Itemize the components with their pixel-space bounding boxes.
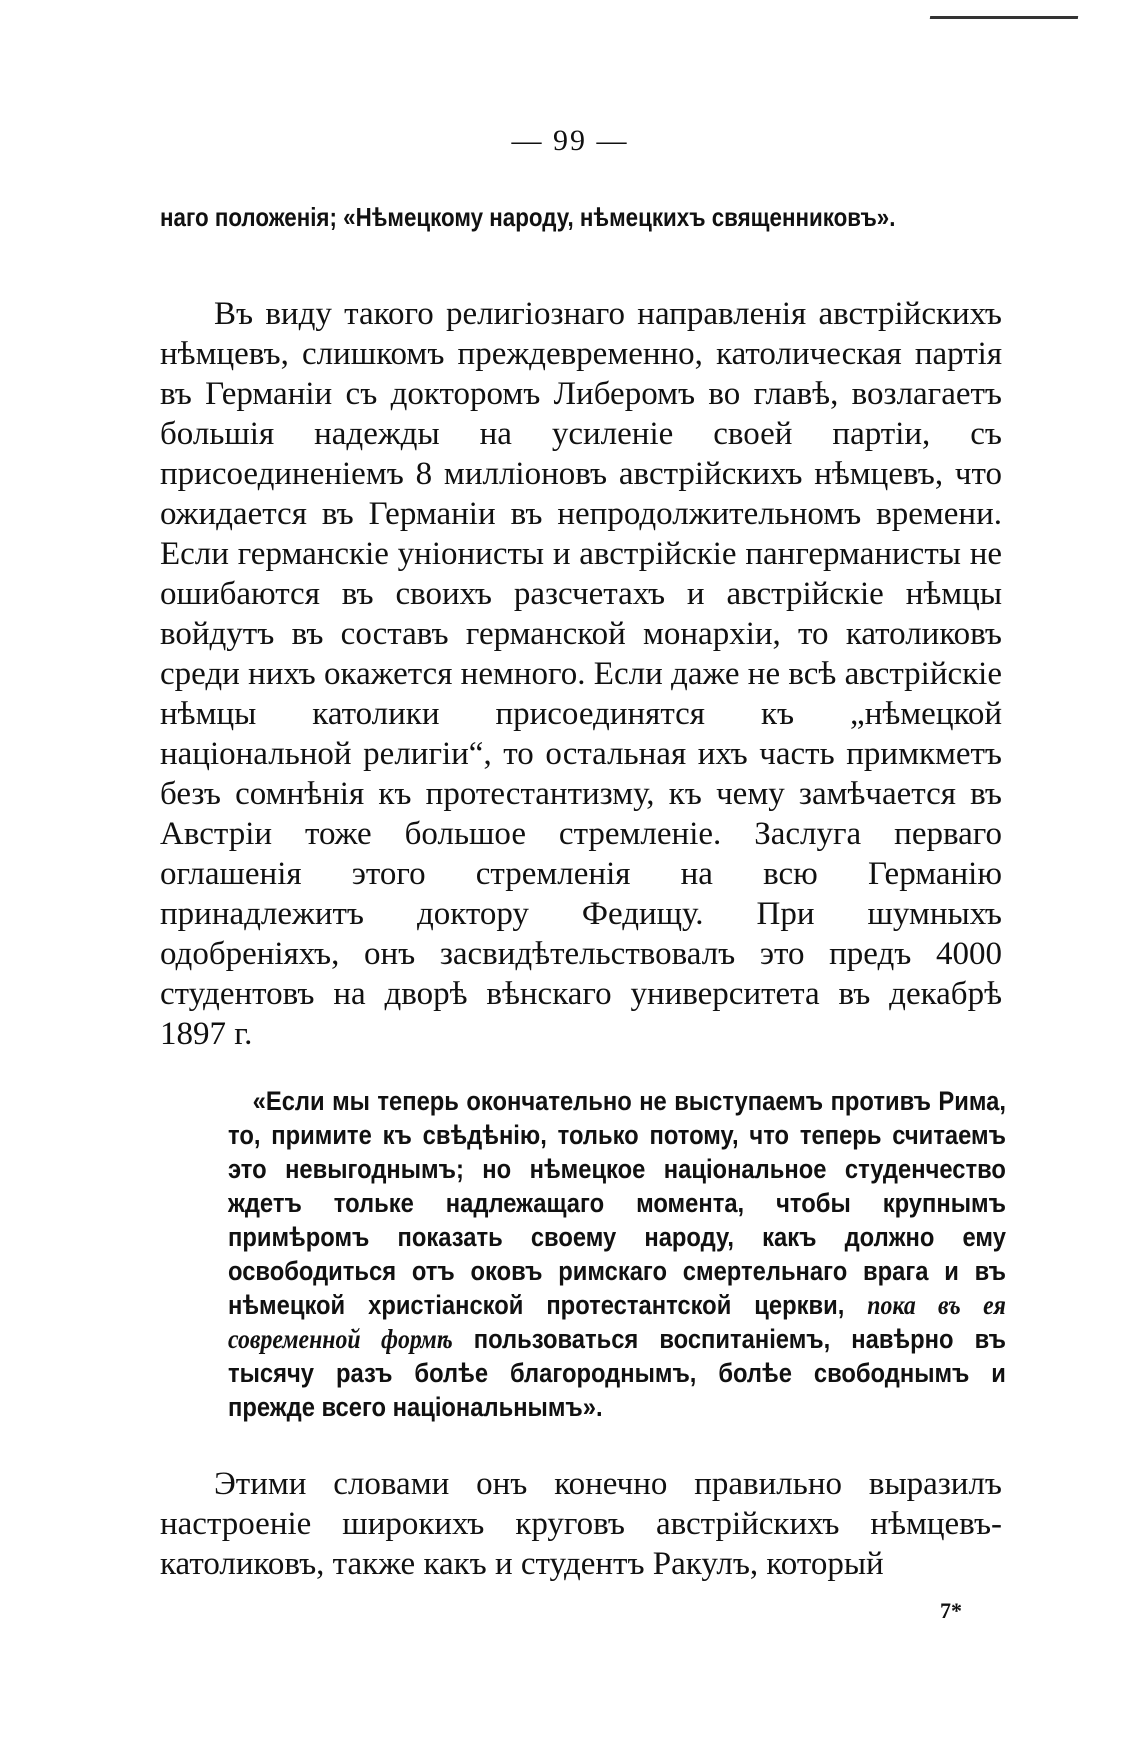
continuation-text: наго положенія; «Нѣмецкому народу, нѣмецкихъ священниковъ». (160, 202, 896, 232)
block-quote-text (228, 1084, 1006, 1424)
main-paragraph (160, 294, 1002, 1054)
closing-paragraph-text: Этими словами онъ конечно правильно выразилъ настроеніе широкихъ круговъ австрійскихъ нѣмцевъ-католиковъ, также какъ и студентъ Ракулъ, который (160, 1466, 1002, 1582)
quote-emphasis: пока въ ея современной формѣ (228, 1290, 1006, 1354)
main-paragraph-text: Въ виду такого религіознаго направленія австрійскихъ нѣмцевъ, слишкомъ преждевременно, католическая партія въ Германіи съ докторомъ Либеромъ во главѣ, возлагаетъ большія надежды на усиленіе своей партіи, съ присоединеніемъ 8 милліоновъ австрійскихъ нѣмцевъ, что ожидается въ Германіи въ непродолжительномъ времени. Если германскіе уніонисты и австрійскіе пангерманисты не ошибаются въ своихъ разсчетахъ и австрійскіе нѣмцы войдутъ въ составъ германской монархіи, то католиковъ среди нихъ окажется немного. Если даже не всѣ австрійскіе нѣмцы католики присоединятся къ „нѣмецкой національной религіи“, то остальная ихъ часть примкметъ безъ сомнѣнія къ протестантизму, къ чему замѣчается въ Австріи тоже большое стремленіе. Заслуга перваго оглашенія этого стремленія на всю Германію принадлежитъ доктору Федищу. При шумныхъ одобреніяхъ, онъ засвидѣтельствовалъ это предъ 4000 студентовъ на дворѣ вѣнскаго университета въ декабрѣ 1897 г. (160, 296, 1002, 1052)
block-quote (228, 1084, 1006, 1424)
quote-part-1: «Если мы теперь окончательно не выступаемъ противъ Рима, то, примите къ свѣдѣнію, только потому, что теперь считаемъ это невыгоднымъ; но нѣмецкое національное студенчество ждетъ тольке надлежащаго момента, чтобы крупнымъ примѣромъ показать своему народу, какъ должно ему освободиться отъ оковъ римскаго смертельнаго врага и въ нѣмецкой христіанской протестантской церкви, (228, 1086, 1006, 1320)
quote-part-2: пользоваться воспитаніемъ, навѣрно въ тысячу разъ болѣе благороднымъ, болѣе свободнымъ и прежде всего національнымъ». (228, 1324, 1006, 1422)
printer-signature-mark: 7* (940, 1598, 962, 1623)
page-number: — 99 — (511, 124, 629, 157)
top-edge-rule (930, 16, 1078, 19)
closing-paragraph (160, 1464, 1002, 1584)
